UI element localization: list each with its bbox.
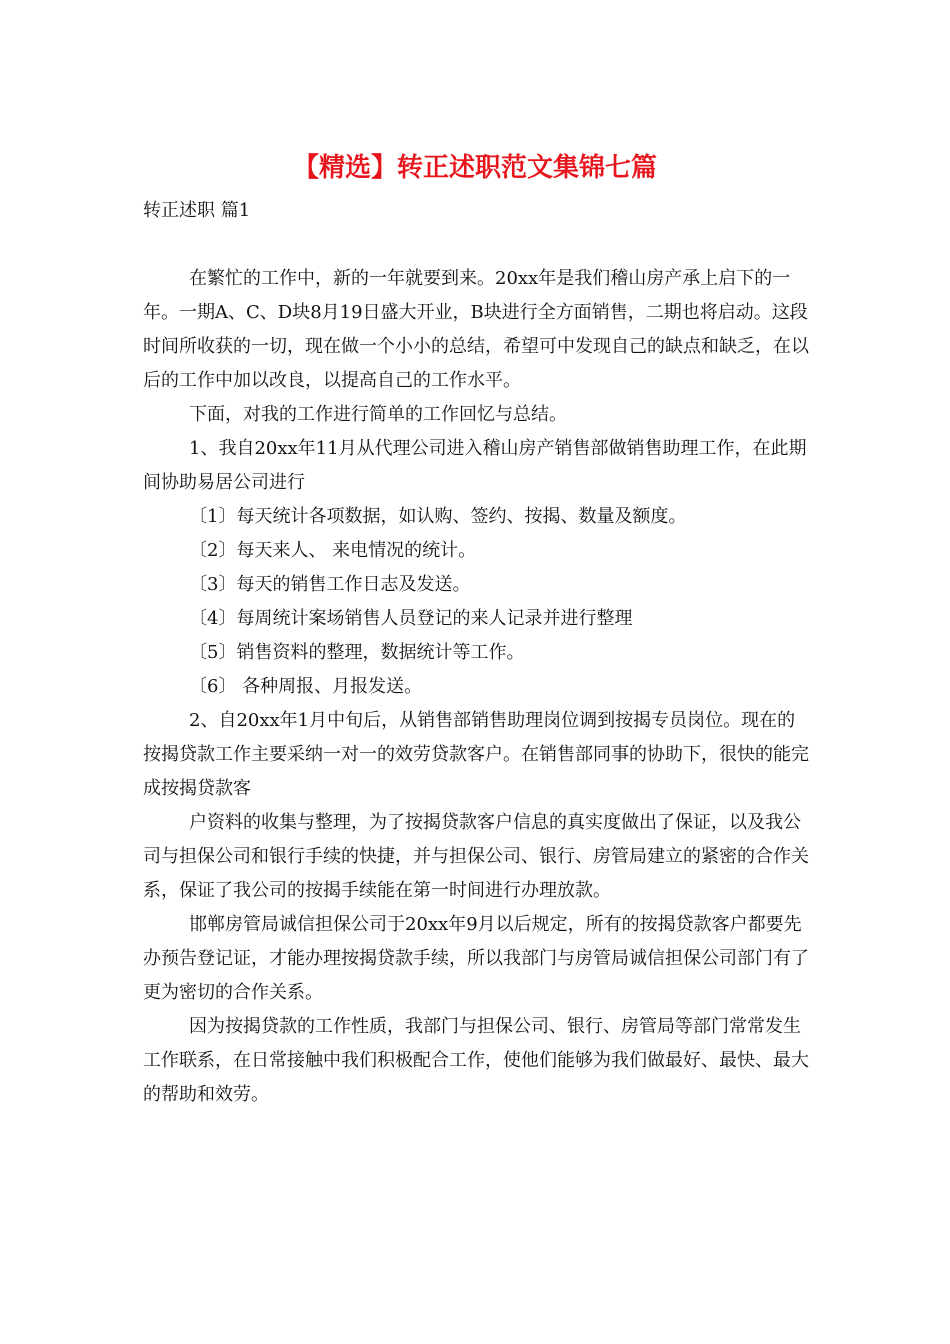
list-item-task-1: 〔1〕每天统计各项数据，如认购、签约、按揭、数量及额度。 — [189, 506, 687, 527]
list-item-task-5: 〔5〕销售资料的整理，数据统计等工作。 — [189, 642, 525, 663]
paragraph-item-1: 1、我自20xx年11月从代理公司进入稽山房产销售部做销售助理工作，在此期间协助易居公司进行 — [143, 438, 807, 493]
list-item-task-2: 〔2〕每天来人、 来电情况的统计。 — [189, 540, 477, 561]
list-item-task-3: 〔3〕每天的销售工作日志及发送。 — [189, 574, 471, 595]
list-item-task-4: 〔4〕每周统计案场销售人员登记的来人记录并进行整理 — [189, 608, 633, 629]
list-item-task-6: 〔6〕 各种周报、月报发送。 — [189, 676, 423, 697]
paragraph-intro: 在繁忙的工作中，新的一年就要到来。20xx年是我们稽山房产承上启下的一年。一期A、C、D块8月19日盛大开业，B块进行全方面销售，二期也将启动。这段时间所收获的一切，现在做一个小小的总结，希望可中发现自己的缺点和缺乏，在以后的工作中加以改良，以提高自己的工作水平。 — [143, 268, 809, 391]
document-body — [143, 262, 811, 1112]
paragraph-guarantee-rule: 邯郸房管局诚信担保公司于20xx年9月以后规定，所有的按揭贷款客户都要先办预告登记证，才能办理按揭贷款手续，所以我部门与房管局诚信担保公司部门有了更为密切的合作关系。 — [143, 914, 809, 1003]
document-title: 【精选】转正述职范文集锦七篇 — [292, 153, 657, 183]
paragraph-item-2: 2、自20xx年1月中旬后，从销售部销售助理岗位调到按揭专员岗位。现在的按揭贷款工作主要采纳一对一的效劳贷款客户。在销售部同事的协助下，很快的能完成按揭贷款客 — [143, 710, 809, 799]
paragraph-review-lead: 下面，对我的工作进行简单的工作回忆与总结。 — [189, 404, 567, 425]
paragraph-cooperation: 因为按揭贷款的工作性质，我部门与担保公司、银行、房管局等部门常常发生工作联系，在日常接触中我们积极配合工作，使他们能够为我们做最好、最快、最大的帮助和效劳。 — [143, 1016, 809, 1105]
paragraph-mortgage-info: 户资料的收集与整理，为了按揭贷款客户信息的真实度做出了保证，以及我公司与担保公司和银行手续的快捷，并与担保公司、银行、房管局建立的紧密的合作关系，保证了我公司的按揭手续能在第一时间进行办理放款。 — [143, 812, 809, 901]
section-heading: 转正述职 篇1 — [143, 200, 251, 221]
